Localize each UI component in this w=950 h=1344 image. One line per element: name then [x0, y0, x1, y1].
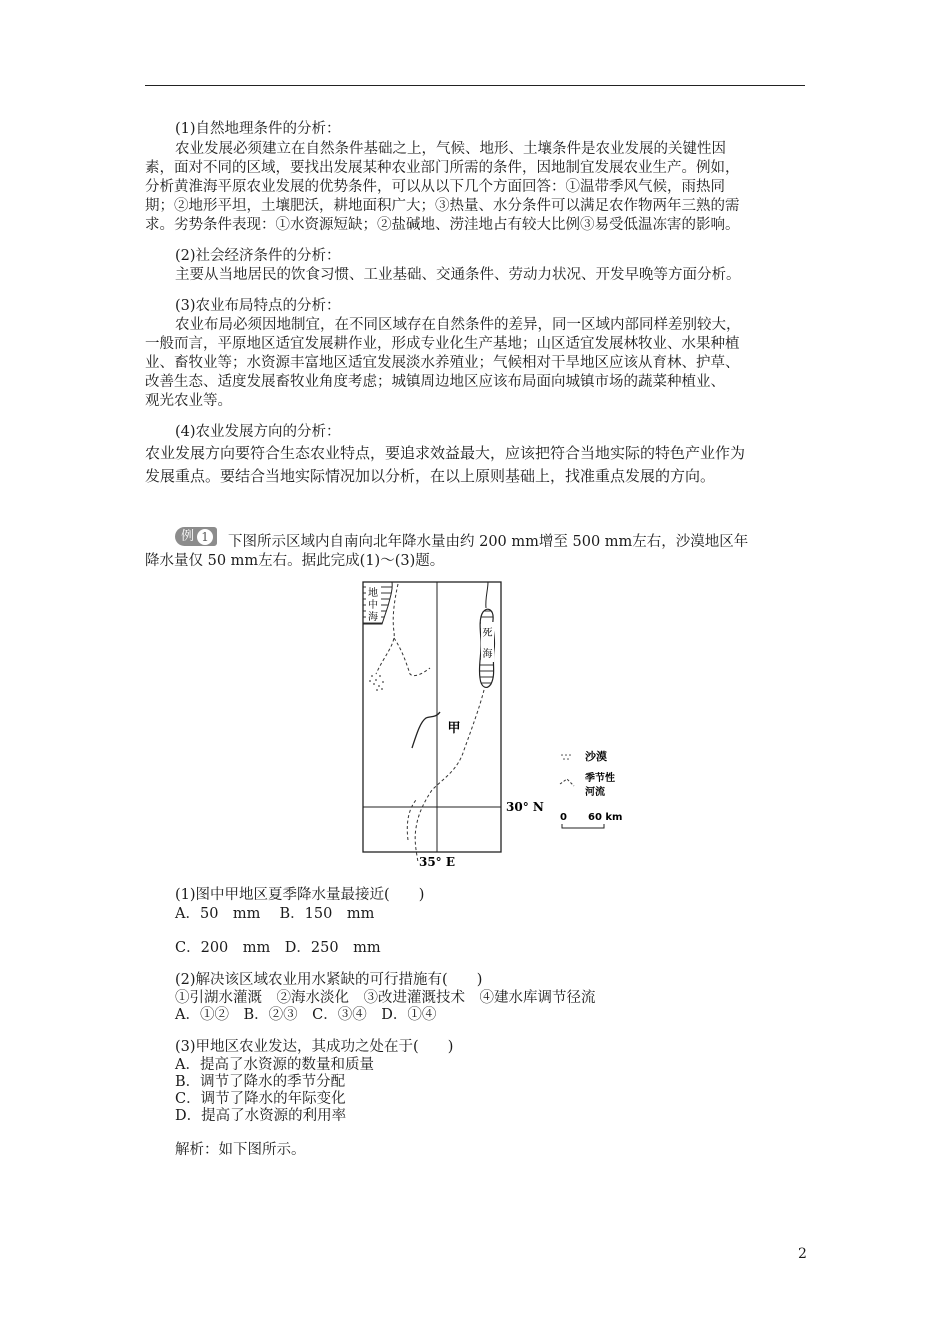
jordan-river [486, 582, 488, 608]
region-map [360, 578, 623, 870]
section1-line: 农业发展必须建立在自然条件基础之上，气候、地形、土壤条件是农业发展的关键性因 [175, 141, 726, 157]
section4-line: 农业发展方向要符合生态农业特点，要追求效益最大，应该把符合当地实际的特色产业作为 [145, 444, 746, 462]
section1-line: 分析黄淮海平原农业发展的优势条件，可以从以下几个方面回答：①温带季风气候，雨热同 [145, 179, 725, 195]
seasonal-river [415, 690, 484, 862]
question3-option-d: D．提高了水资源的利用率 [175, 1108, 347, 1124]
section3-line: 改善生态、适度发展畜牧业角度考虑；城镇周边地区应该布局面向城镇市场的蔬菜种植业、 [145, 374, 725, 390]
legend-river-label: 季节性 [585, 773, 615, 784]
question1-options: A．50 mm B．150 mm [175, 906, 375, 922]
question1-options: C．200 mm D．250 mm [175, 940, 381, 956]
section1-line: 期；②地形平坦，土壤肥沃，耕地面积广大；③热量、水分条件可以满足农作物两年三熟的需 [145, 198, 740, 214]
sea1-char: 地 [368, 588, 378, 599]
legend-river-label: 河流 [585, 787, 605, 798]
sea1-char: 海 [368, 612, 378, 623]
example-text-line: 降水量仅 50 mm左右。据此完成(1)～(3)题。 [145, 553, 445, 569]
river [412, 712, 440, 748]
section3-line: 观光农业等。 [145, 393, 232, 409]
example-badge [175, 527, 217, 546]
legend-river-swatch [560, 779, 574, 786]
question3-option-c: C．调节了降水的年际变化 [175, 1091, 346, 1107]
lon-label: 35° E [418, 855, 456, 869]
legend-desert-swatch [561, 754, 571, 760]
page-number: 2 [798, 1246, 807, 1262]
scale-label: 60 km [588, 812, 623, 823]
scale-zero: 0 [560, 812, 567, 823]
example-badge-label: 例 [181, 529, 195, 544]
seasonal-river [394, 638, 430, 676]
section4-line: 发展重点。要结合当地实际情况加以分析，在以上原则基础上，找准重点发展的方向。 [145, 467, 716, 485]
seasonal-river [407, 800, 416, 840]
section1-line: 素，面对不同的区域，要找出发展某种农业部门所需的条件，因地制宜发展农业生产。例如， [145, 160, 740, 176]
sea2-char: 死 [482, 628, 493, 639]
sea1-char: 中 [368, 600, 378, 611]
question3-option-a: A．提高了水资源的数量和质量 [175, 1057, 374, 1073]
section1-line: 求。劣势条件表现：①水资源短缺；②盐碱地、涝洼地占有较大比例③易受低温冻害的影响。 [145, 217, 740, 233]
section4-title: (4)农业发展方向的分析： [175, 424, 341, 440]
lat-label: 30° N [506, 800, 544, 814]
question3-stem: (3)甲地区农业发达，其成功之处在于( ) [175, 1039, 454, 1055]
section2-line: 主要从当地居民的饮食习惯、工业基础、交通条件、劳动力状况、开发早晚等方面分析。 [175, 267, 741, 283]
question2-options: A．①② B．②③ C．③④ D．①④ [175, 1007, 437, 1023]
header-rule [145, 85, 805, 86]
example-text-line: 下图所示区域内自南向北年降水量由约 200 mm增至 500 mm左右，沙漠地区年 [228, 534, 749, 550]
sea2-char: 海 [482, 649, 493, 660]
legend-desert-label: 沙漠 [585, 750, 607, 763]
section3-line: 农业布局必须因地制宜，在不同区域存在自然条件的差异，同一区域内部同样差别较大， [175, 317, 741, 333]
question1-stem: (1)图中甲地区夏季降水量最接近( ) [175, 887, 425, 903]
scale-bar [562, 824, 604, 828]
section3-line: 业、畜牧业等；水资源丰富地区适宜发展淡水养殖业；气候相对干旱地区应该从育林、护草、 [145, 355, 740, 371]
section3-line: 一般而言，平原地区适宜发展耕作业，形成专业化生产基地；山区适宜发展林牧业、水果种植 [145, 336, 740, 352]
desert-area [369, 675, 384, 691]
section1-title: (1)自然地理条件的分析： [175, 121, 341, 137]
question3-option-b: B．调节了降水的季节分配 [175, 1074, 346, 1090]
question2-items: ①引湖水灌溉 ②海水淡化 ③改进灌溉技术 ④建水库调节径流 [175, 990, 596, 1006]
section3-title: (3)农业布局特点的分析： [175, 298, 341, 314]
place-label: 甲 [447, 721, 461, 736]
analysis-text: 解析：如下图所示。 [175, 1142, 306, 1158]
question2-stem: (2)解决该区域农业用水紧缺的可行措施有( ) [175, 972, 483, 988]
section2-title: (2)社会经济条件的分析： [175, 248, 341, 264]
example-badge-number: 1 [197, 529, 213, 545]
